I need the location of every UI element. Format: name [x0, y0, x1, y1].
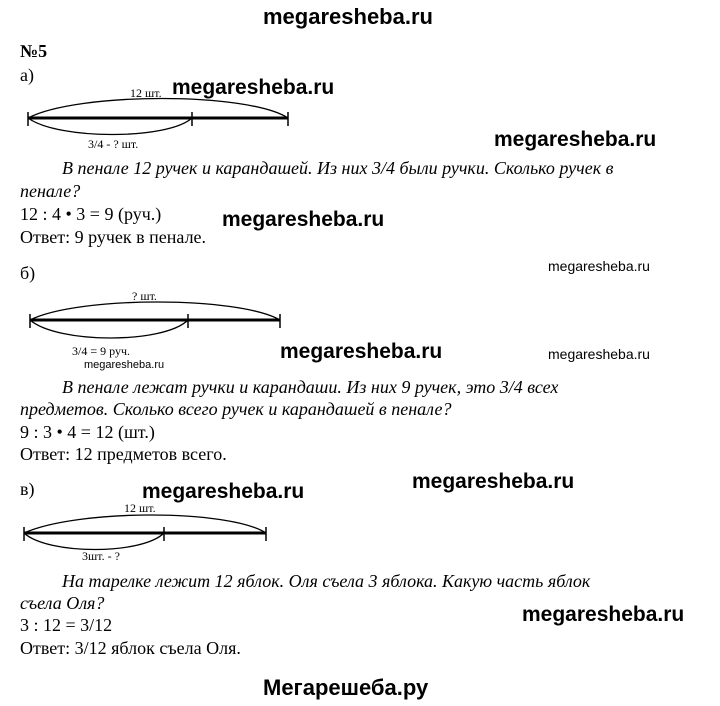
header-watermark[interactable]: megaresheba.ru — [263, 4, 433, 29]
part-b-top-label: ? шт. — [132, 289, 157, 303]
task-number: №5 — [20, 41, 48, 61]
part-a-solution: 12 : 4 • 3 = 9 (руч.) — [20, 204, 162, 224]
part-b-problem-line2: предметов. Сколько всего ручек и карандашей в пенале? — [20, 399, 452, 419]
part-c-letter: в) — [20, 479, 35, 499]
part-b-bottom-label: 3/4 = 9 руч. — [72, 344, 130, 358]
part-c-bottom-brace — [24, 533, 164, 550]
part-a-answer: Ответ: 9 ручек в пенале. — [20, 227, 207, 247]
watermark: megaresheba.ru — [172, 76, 335, 99]
watermark: megaresheba.ru — [548, 258, 650, 274]
watermark: megaresheba.ru — [548, 346, 650, 362]
part-c-answer: Ответ: 3/12 яблок съела Оля. — [20, 638, 241, 658]
watermark: megaresheba.ru — [280, 340, 443, 363]
part-b-problem-line1: В пенале лежат ручки и карандаши. Из них 9 ручек, это 3/4 всех — [62, 377, 559, 397]
watermark: megaresheba.ru — [222, 208, 385, 231]
watermark: megaresheba.ru — [412, 470, 575, 493]
watermark: megaresheba.ru — [522, 603, 685, 626]
part-a-top-brace — [28, 99, 288, 119]
part-c-segment-diagram — [18, 505, 298, 565]
part-a-bottom-label: 3/4 - ? шт. — [88, 137, 139, 151]
part-b-segment-diagram — [18, 292, 298, 352]
watermark: megaresheba.ru — [142, 480, 305, 503]
part-b-solution: 9 : 3 • 4 = 12 (шт.) — [20, 422, 155, 442]
watermark: megaresheba.ru — [84, 359, 165, 371]
part-a-bottom-brace — [28, 118, 192, 135]
part-c-problem-line1: На тарелке лежит 12 яблок. Оля съела 3 яблока. Какую часть яблок — [62, 571, 591, 591]
part-b-bottom-brace — [30, 320, 188, 338]
part-a-problem-line2: пенале? — [20, 181, 81, 201]
part-c-top-brace — [24, 515, 266, 533]
part-b-answer: Ответ: 12 предметов всего. — [20, 444, 227, 464]
part-c-bottom-label: 3шт. - ? — [82, 549, 120, 563]
part-a-top-label: 12 шт. — [130, 86, 162, 100]
part-c-top-label: 12 шт. — [124, 501, 156, 515]
part-b-top-brace — [30, 302, 280, 320]
footer-watermark[interactable]: Мегарешеба.ру — [263, 675, 429, 700]
watermark: megaresheba.ru — [494, 128, 657, 151]
part-c-problem-line2: съела Оля? — [20, 593, 105, 613]
part-a-problem-line1: В пенале 12 ручек и карандашей. Из них 3/4 были ручки. Сколько ручек в — [62, 158, 614, 178]
part-b-letter: б) — [20, 263, 36, 283]
part-c-solution: 3 : 12 = 3/12 — [20, 615, 113, 635]
part-a-letter: а) — [20, 65, 34, 85]
